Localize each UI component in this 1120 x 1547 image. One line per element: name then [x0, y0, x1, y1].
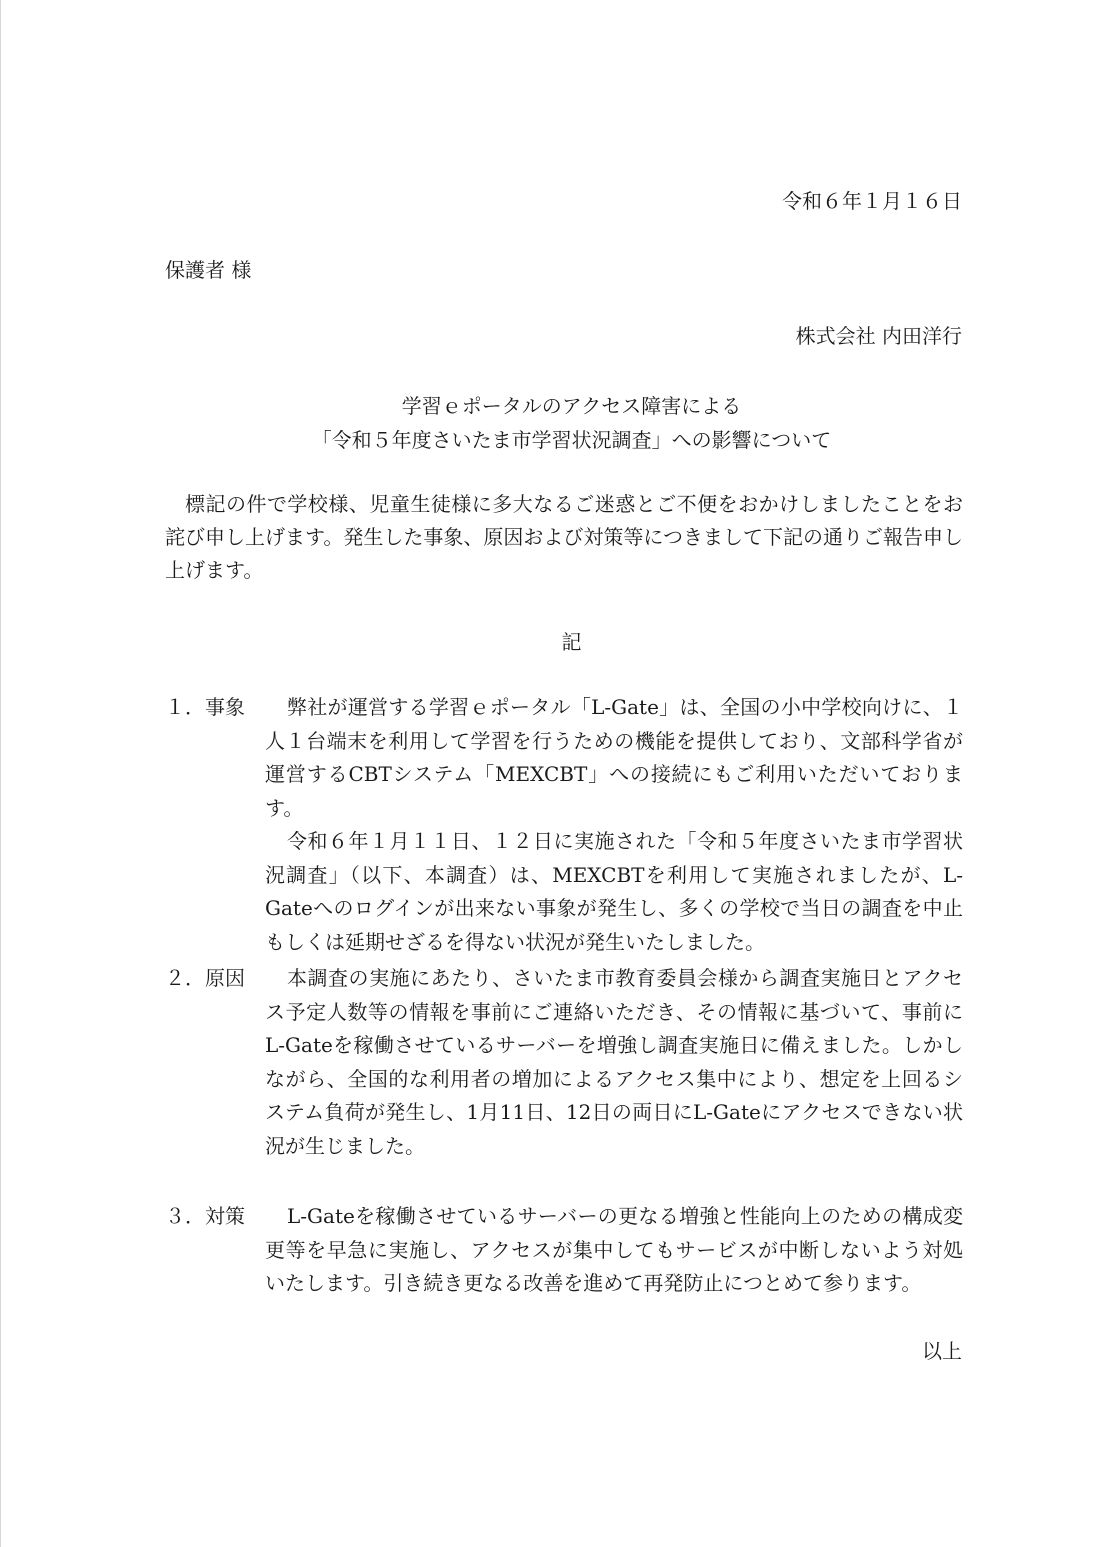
addressee: 保護者 様: [165, 258, 252, 282]
sender-company: 株式会社 内田洋行: [795, 324, 962, 348]
item-body-jishou: [265, 691, 963, 959]
item-body-taisaku: [265, 1200, 963, 1301]
item-label-jishou: １．事象: [165, 695, 245, 719]
item-label-taisaku: ３．対策: [165, 1204, 245, 1228]
item-jishou-paragraph-1: 弊社が運営する学習ｅポータル「L-Gate」は、全国の小中学校向けに、１人１台端末を利用して学習を行うための機能を提供しており、文部科学省が運営するCBTシステム「MEXCBT」への接続にもご利用いただいております。: [265, 695, 963, 820]
document-title-line2: 「令和５年度さいたま市学習状況調査」への影響について: [311, 428, 832, 452]
ki-heading: 記: [561, 630, 582, 654]
item-jishou-paragraph-2: 令和６年１月１１日、１２日に実施された「令和５年度さいたま市学習状況調査」（以下、本調査）は、MEXCBTを利用して実施されましたが、L-Gateへのログインが出来ない事象が発生し、多くの学校で当日の調査を中止もしくは延期せざるを得ない状況が発生いたしました。: [265, 829, 963, 954]
intro-paragraph: [165, 488, 963, 587]
intro-text: 標記の件で学校様、児童生徒様に多大なるご迷惑とご不便をおかけしましたことをお詫び申し上げます。発生した事象、原因および対策等につきまして下記の通りご報告申し上げます。: [165, 492, 963, 582]
item-label-genin: ２．原因: [165, 966, 245, 990]
item-taisaku-paragraph-1: L-Gateを稼働させているサーバーの更なる増強と性能向上のための構成変更等を早急に実施し、アクセスが集中してもサービスが中断しないよう対処いたします。引き続き更なる改善を進めて再発防止につとめて参ります。: [265, 1204, 963, 1295]
document-date: 令和６年１月１６日: [782, 189, 962, 213]
item-genin-paragraph-1: 本調査の実施にあたり、さいたま市教育委員会様から調査実施日とアクセス予定人数等の情報を事前にご連絡いただき、その情報に基づいて、事前にL-Gateを稼働させているサーバーを増強し調査実施日に備えました。しかしながら、全国的な利用者の増加によるアクセス集中により、想定を上回るシステム負荷が発生し、1月11日、12日の両日にL-Gateにアクセスできない状況が生じました。: [265, 966, 963, 1158]
closing-ijou: 以上: [922, 1339, 962, 1363]
document-title-line1: 学習ｅポータルのアクセス障害による: [401, 394, 742, 418]
item-body-genin: [265, 962, 963, 1163]
